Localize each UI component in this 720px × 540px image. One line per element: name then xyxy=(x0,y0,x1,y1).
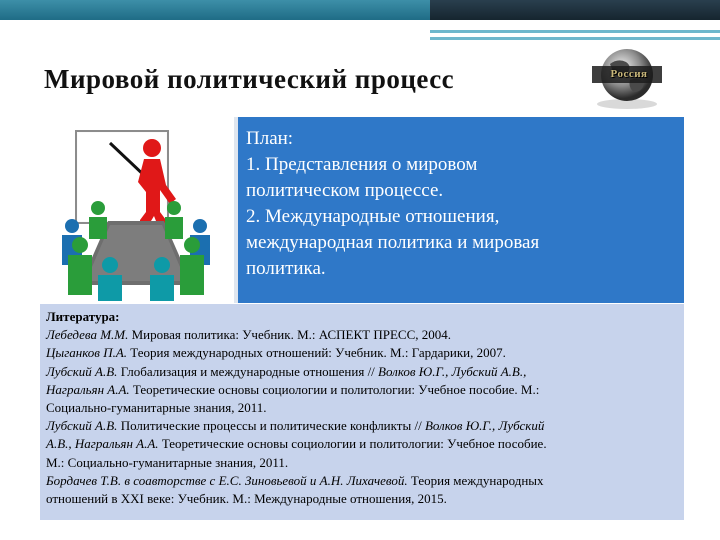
literature-heading: Литература: xyxy=(46,309,120,324)
literature-line xyxy=(46,363,678,381)
literature-author: Волков Ю.Г., Лубский xyxy=(424,418,545,434)
literature-list xyxy=(46,326,678,508)
plan-line: 2. Международные отношения, xyxy=(246,206,500,227)
literature-line xyxy=(46,344,678,362)
literature-line xyxy=(46,381,678,399)
literature-panel xyxy=(40,304,684,520)
literature-line xyxy=(46,454,678,472)
decor-stripe xyxy=(430,37,720,40)
literature-author: А.В., Награльян А.А. xyxy=(46,436,159,452)
decor-stripe xyxy=(430,30,720,33)
literature-author: Лубский А.В. xyxy=(46,363,118,379)
plan-heading: План: xyxy=(246,128,294,149)
literature-author: Бордачев Т.В. в соавторстве с Е.С. Зиновьевой и А.Н. Лихачевой. xyxy=(46,472,408,488)
plan-line: политика. xyxy=(246,258,326,279)
plan-line: 1. Представления о мировом xyxy=(246,154,478,175)
literature-text: Политические процессы и политические конфликты // xyxy=(117,418,425,434)
literature-author: Волков Ю.Г., Лубский А.В., xyxy=(378,363,527,379)
presentation-meeting-icon xyxy=(40,117,234,303)
literature-line xyxy=(46,472,678,490)
page-title: Мировой политический процесс xyxy=(44,64,455,94)
literature-author: Цыганков П.А. xyxy=(46,345,128,361)
literature-line xyxy=(46,326,678,344)
literature-text: Теоретические основы социологии и политологии: Учебное пособие. М.: xyxy=(129,381,540,397)
literature-line xyxy=(46,417,678,435)
literature-text: отношений в XXI веке: Учебник. М.: Международные отношения, 2015. xyxy=(46,491,447,507)
literature-author: Лубский А.В. xyxy=(46,418,118,434)
plan-line: международная политика и мировая xyxy=(246,232,540,253)
literature-line xyxy=(46,490,678,508)
plan-panel xyxy=(238,117,684,303)
logo-text: Россия xyxy=(610,68,648,80)
top-decor-bar-dark xyxy=(430,0,720,20)
literature-text: Мировая политика: Учебник. М.: АСПЕКТ ПРЕСС, 2004. xyxy=(128,327,451,343)
literature-author: Лебедева М.М. xyxy=(46,327,129,343)
plan-line: политическом процессе. xyxy=(246,180,444,201)
literature-text: М.: Социально-гуманитарные знания, 2011. xyxy=(46,454,289,470)
literature-author: Награльян А.А. xyxy=(46,381,130,397)
illustration-panel xyxy=(40,117,234,303)
literature-text: Глобализация и международные отношения // xyxy=(117,363,379,379)
literature-line xyxy=(46,399,678,417)
literature-line xyxy=(46,435,678,453)
literature-text: Теория международных xyxy=(407,472,544,488)
literature-text: Социально-гуманитарные знания, 2011. xyxy=(46,400,267,416)
literature-text: Теоретические основы социологии и политологии: Учебное пособие. xyxy=(158,436,547,452)
literature-text: Теория международных отношений: Учебник. М.: Гардарики, 2007. xyxy=(127,345,506,361)
